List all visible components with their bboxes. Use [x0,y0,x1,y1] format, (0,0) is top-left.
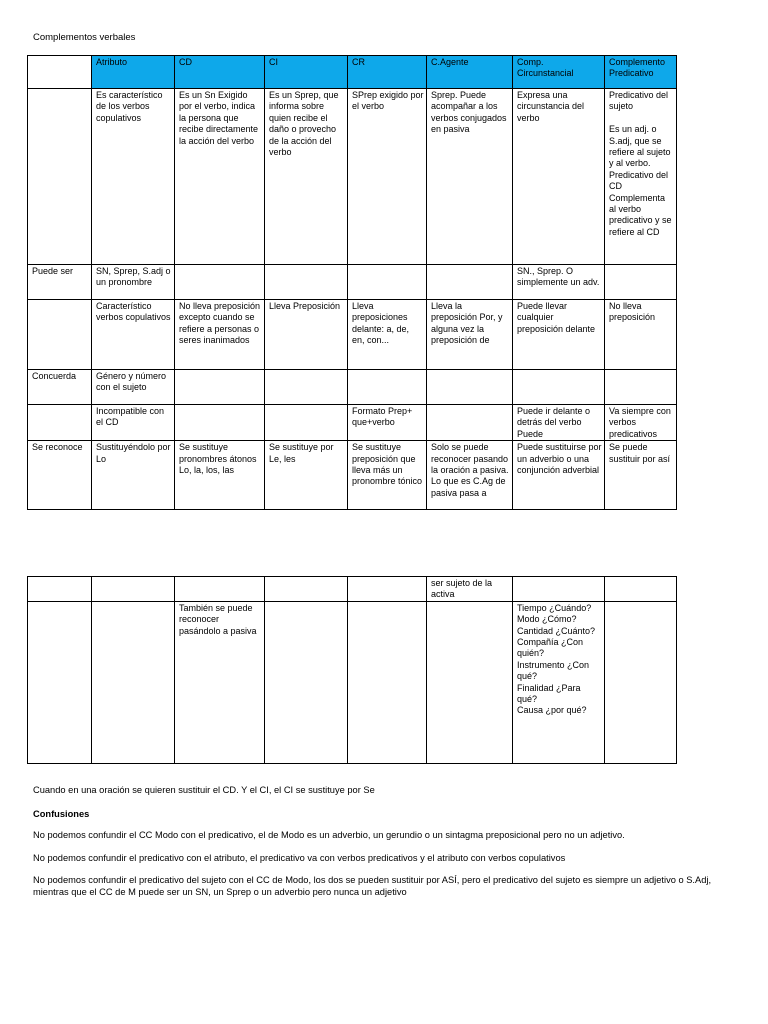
table-cell: Característico verbos copulativos [92,300,175,370]
table-cell [265,265,348,300]
table-cell: No lleva preposición excepto cuando se refiere a personas o seres inanimados [175,300,265,370]
table-row [28,441,677,510]
table-cell: SPrep exigido por el verbo [348,89,427,265]
table-row [28,265,677,300]
table-cell: SN, Sprep, S.adj o un pronombre [92,265,175,300]
table-row [28,405,677,441]
table-cell [348,265,427,300]
table-header-cell: Comp. Circunstancial [513,56,605,89]
table-cell [175,370,265,405]
table-cell [28,577,92,602]
confusions-heading: Confusiones [33,809,90,819]
table-cell: Puede llevar cualquier preposición delante [513,300,605,370]
table-cell: Se sustituye por Le, les [265,441,348,510]
table-cell: Lleva preposiciones delante: a, de, en, con... [348,300,427,370]
table-cell: Incompatible con el CD [92,405,175,441]
table-cell [348,601,427,763]
table-cell: Predicativo del sujeto Es un adj. o S.adj, que se refiere al sujeto y al verbo. Predicativo del CD Complementa al verbo predicativo y se refiere al CD [605,89,677,265]
document-title: Complementos verbales [33,32,136,43]
table-cell [175,577,265,602]
table-cell: Se puede sustituir por así [605,441,677,510]
table-cell: Tiempo ¿Cuándo? Modo ¿Cómo? Cantidad ¿Cuánto? Compañía ¿Con quién? Instrumento ¿Con qué? Finalidad ¿Para qué? Causa ¿por qué? [513,601,605,763]
table-cell [427,265,513,300]
table-cell: Solo se puede reconocer pasando la oración a pasiva. Lo que es C.Ag de pasiva pasa a [427,441,513,510]
table-header-cell: C.Agente [427,56,513,89]
table-cell: Puede ser [28,265,92,300]
confusion-paragraph-1: No podemos confundir el CC Modo con el predicativo, el de Modo es un adverbio, un gerundio o un sintagma preposicional pero no un adjetivo. [33,830,625,840]
table-cell [28,601,92,763]
note-paragraph: Cuando en una oración se quieren sustituir el CD. Y el CI, el CI se sustituye por Se [33,785,375,795]
table-cell [265,601,348,763]
table-cell [92,601,175,763]
table-cell: También se puede reconocer pasándolo a pasiva [175,601,265,763]
table-header-cell: CR [348,56,427,89]
table-header-cell: CI [265,56,348,89]
table-cell [605,601,677,763]
table-header-row [28,56,677,89]
table-header-cell: Atributo [92,56,175,89]
confusion-paragraph-3: No podemos confundir el predicativo del sujeto con el CC de Modo, los dos se pueden sustituir por ASÍ, pero el predicativo del sujeto es siempre un adjetivo o S.Adj, mientras que el CC de M puede ser un SN, un Sprep o un adverbio pero nunca un adjetivo [33,875,712,897]
table-cell [605,265,677,300]
table-cell [348,577,427,602]
table-cell [175,265,265,300]
table-cell [427,370,513,405]
table-cell: Lleva la preposición Por, y alguna vez la preposición de [427,300,513,370]
table-cell: No lleva preposición [605,300,677,370]
table-cell [605,577,677,602]
table-row [28,89,677,265]
table-cell: Es un Sn Exigido por el verbo, indica la persona que recibe directamente la acción del verbo [175,89,265,265]
confusion-paragraph-2: No podemos confundir el predicativo con el atributo, el predicativo va con verbos predicativos y el atributo con verbos copulativos [33,853,566,863]
table-cell: Es característico de los verbos copulativos [92,89,175,265]
table-header-cell: CD [175,56,265,89]
complements-table [27,55,677,510]
table-cell: Va siempre con verbos predicativos [605,405,677,441]
table-cell [28,89,92,265]
table-cell: Sustituyéndolo por Lo [92,441,175,510]
table-cell [513,577,605,602]
table-cell: SN., Sprep. O simplemente un adv. [513,265,605,300]
table-cell: Se sustituye preposición que lleva más un pronombre tónico [348,441,427,510]
table-cell: Sprep. Puede acompañar a los verbos conjugados en pasiva [427,89,513,265]
table-cell: Se reconoce [28,441,92,510]
table-cell: Es un Sprep, que informa sobre quien recibe el daño o provecho de la acción del verbo [265,89,348,265]
table-cell [175,405,265,441]
table-cell [348,370,427,405]
table-cell: Género y número con el sujeto [92,370,175,405]
table-cell [427,405,513,441]
table-row [28,577,677,602]
table-cell [605,370,677,405]
table-cell [265,370,348,405]
table-cell: ser sujeto de la activa [427,577,513,602]
table-cell [92,577,175,602]
table-row [28,370,677,405]
table-header-cell [28,56,92,89]
table-cell [28,405,92,441]
table-cell: Formato Prep+ que+verbo [348,405,427,441]
table-header-cell: Complemento Predicativo [605,56,677,89]
table-cell: Lleva Preposición [265,300,348,370]
table-cell [427,601,513,763]
table-cell [265,405,348,441]
table-row [28,300,677,370]
table-row [28,601,677,763]
table-cell: Puede ir delante o detrás del verbo Puede [513,405,605,441]
table-cell [265,577,348,602]
table-cell: Expresa una circunstancia del verbo [513,89,605,265]
table-cell: Concuerda [28,370,92,405]
table-cell [28,300,92,370]
complements-table-continued [27,576,677,764]
table-cell: Se sustituye pronombres átonos Lo, la, los, las [175,441,265,510]
table-cell [513,370,605,405]
table-cell: Puede sustituirse por un adverbio o una conjunción adverbial [513,441,605,510]
